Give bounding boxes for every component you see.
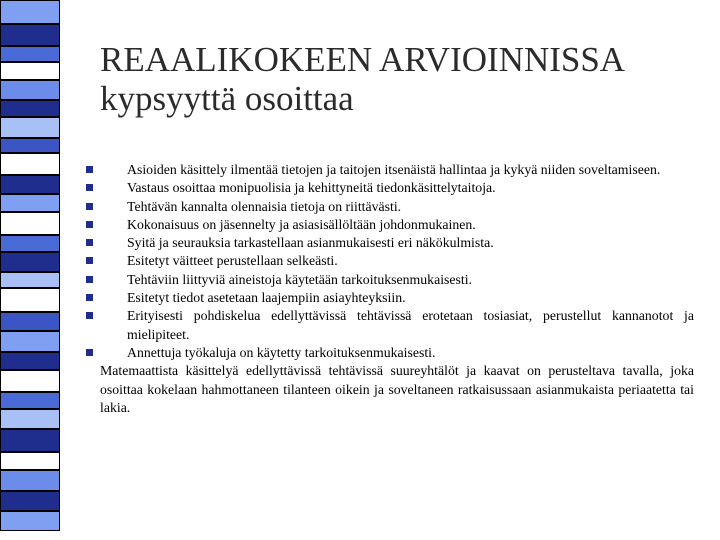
list-item-text: Esitetyt tiedot asetetaan laajempiin asiayhteyksiin. xyxy=(127,290,406,306)
list-item-text: Kokonaisuus on jäsennelty ja asiasisällöltään johdonmukainen. xyxy=(127,216,476,232)
square-bullet-icon xyxy=(86,221,93,228)
square-bullet-icon xyxy=(86,184,93,191)
stripe-block xyxy=(0,392,60,409)
stripe-block xyxy=(0,117,60,138)
stripe-block xyxy=(0,429,60,452)
stripe-block xyxy=(0,138,60,153)
stripe-block xyxy=(0,24,60,46)
list-item-text: Asioiden käsittely ilmentää tietojen ja taitojen itsenäistä hallintaa ja kykyä niiden soveltamiseen. xyxy=(127,162,661,177)
square-bullet-icon xyxy=(86,203,93,210)
list-item-text: Tehtäviin liittyviä aineistoja käytetään tarkoituksenmukaisesti. xyxy=(127,271,473,287)
stripe-block xyxy=(0,46,60,62)
list-item xyxy=(100,307,694,344)
stripe-block xyxy=(0,252,60,272)
stripe-block xyxy=(0,511,60,531)
stripe-block xyxy=(0,212,60,235)
stripe-block xyxy=(0,175,60,194)
stripe-block xyxy=(0,370,60,392)
stripe-block xyxy=(0,80,60,100)
list-item xyxy=(100,289,694,307)
list-item xyxy=(100,252,694,270)
stripe-block xyxy=(0,470,60,491)
square-bullet-icon xyxy=(86,257,93,264)
square-bullet-icon xyxy=(86,312,93,319)
slide-title-line-2: kypsyyttä osoittaa xyxy=(100,79,354,118)
list-item-text: Vastaus osoittaa monipuolisia ja kehittyneitä tiedonkäsittelytaitoja. xyxy=(127,180,496,196)
list-item xyxy=(100,216,694,234)
list-item xyxy=(100,271,694,289)
list-item-text: Annettuja työkaluja on käytetty tarkoituksenmukaisesti. xyxy=(127,344,436,360)
stripe-block xyxy=(0,331,60,352)
list-item xyxy=(100,234,694,252)
stripe-block xyxy=(0,452,60,470)
stripe-block xyxy=(0,100,60,117)
list-item-text: Erityisesti pohdiskelua edellyttävissä tehtävissä erotetaan tosiasiat, perustellut kannanotot ja mielipiteet. xyxy=(127,308,694,342)
list-item-text: Syitä ja seurauksia tarkastellaan asianmukaisesti eri näkökulmista. xyxy=(127,235,494,251)
stripe-block xyxy=(0,272,60,288)
square-bullet-icon xyxy=(86,349,93,356)
slide-content xyxy=(100,161,694,417)
closing-paragraph: Matemaattista käsittelyä edellyttävissä tehtävissä suureyhtälöt ja kaavat on perusteltava tavalla, joka osoittaa kokelaan hahmottaneen tilanteen oikein ja soveltaneen ratkaisussaan asianmukaista periaatetta tai lakia. xyxy=(100,363,694,415)
list-item-text: Tehtävän kannalta olennaisia tietoja on riittävästi. xyxy=(127,198,402,214)
stripe-block xyxy=(0,153,60,175)
list-item xyxy=(100,344,694,362)
square-bullet-icon xyxy=(86,276,93,283)
list-item-text: Esitetyt väitteet perustellaan selkeästi. xyxy=(127,253,338,269)
slide-title-line-1: REAALIKOKEEN ARVIOINNISSA xyxy=(100,40,626,79)
square-bullet-icon xyxy=(86,294,93,301)
square-bullet-icon xyxy=(86,166,93,173)
list-item xyxy=(100,198,694,216)
slide-title xyxy=(100,40,700,118)
decorative-stripe xyxy=(0,0,60,540)
stripe-block xyxy=(0,352,60,370)
stripe-block xyxy=(0,312,60,331)
stripe-block xyxy=(0,235,60,252)
stripe-block xyxy=(0,62,60,80)
list-item xyxy=(100,179,694,197)
stripe-block xyxy=(0,0,60,24)
square-bullet-icon xyxy=(86,239,93,246)
list-item xyxy=(100,161,694,179)
stripe-block xyxy=(0,288,60,312)
stripe-block xyxy=(0,409,60,429)
stripe-block xyxy=(0,491,60,511)
stripe-block xyxy=(0,194,60,212)
